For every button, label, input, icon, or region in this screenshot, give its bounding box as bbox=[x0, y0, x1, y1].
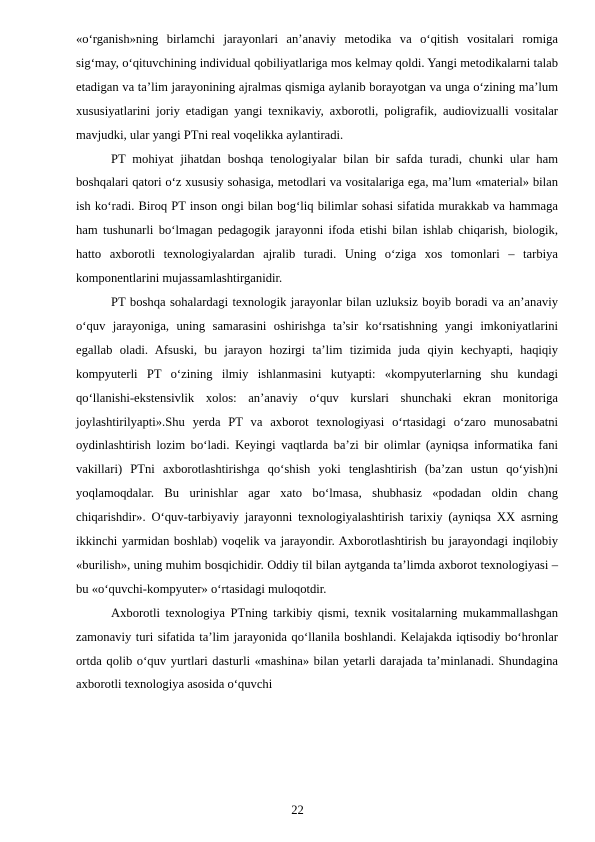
paragraph-1: «o‘rganish»ning birlamchi jarayonlari an’anaviy metodika va o‘qitish vositalari romiga sig‘may, o‘qituvchining individual qobiliyatlariga mos kelmay qoldi. Yangi metodikalarni talab etadigan va ta’lim jarayonining ajralmas qismiga aylanib borayotgan va unga o‘zining ma’lum xususiyatlarini joriy etadigan yangi texnikaviy, axborotli, poligrafik, audiovizualli vositalar mavjudki, ular yangi PTni real voqelikka aylantiradi. bbox=[76, 32, 558, 142]
page-number: 22 bbox=[291, 803, 304, 817]
paragraph-3: PT boshqa sohalardagi texnologik jarayonlar bilan uzluksiz boyib boradi va an’anaviy o‘quv jarayoniga, uning samarasini oshirishga ta’sir ko‘rsatishning yangi imkoniyatlarini egallab oladi. Afsuski, bu jarayon hozirgi ta’lim tizimida juda qiyin kechyapti, haqiqiy kompyuterli PT o‘zining ilmiy ishlanmasini kutyapti: «kompyuterlarning shu kundagi qo‘llanishi-ekstensivlik xolos: an’anaviy o‘quv kurslari shunchaki ekran monitoriga joylashtirilyapti».Shu yerda PT va axborot texnologiyasi o‘rtasidagi o‘zaro munosabatni oydinlashtirish lozim bo‘ladi. Keyingi vaqtlarda ba’zi bir olimlar (ayniqsa informatika fani vakillari) PTni axborotlashtirishga qo‘shish yoki tenglashtirish (ba’zan ustun qo‘yish)ni yoqlamoqdalar. Bu urinishlar agar xato bo‘lmasa, shubhasiz «podadan oldin chang chiqarishdir». O‘quv-tarbiyaviy jarayonni texnologiyalashtirish tarixiy (ayniqsa XX asrning ikkinchi yarmidan boshlab) voqelik va jarayondir. Axborotlashtirish bu jarayondagi inqilobiy «burilish», uning muhim bosqichidir. Oddiy til bilan aytganda ta’limda axborot texnologiyasi – bu «o‘quvchi-kompyuter» o‘rtasidagi muloqotdir. bbox=[76, 294, 558, 596]
paragraph-2: PT mohiyat jihatdan boshqa tenologiyalar bilan bir safda turadi, chunki ular ham boshqalari qatori o‘z xususiy sohasiga, metodlari va vositalariga ega, ma’lum «material» bilan ish ko‘radi. Biroq PT inson ongi bilan bog‘liq bilimlar sohasi sifatida murakkab va hammaga ham tushunarli bo‘lmagan pedagogik jarayonni ifoda etishi bilan ishlab chiqarish, biologik, hatto axborotli texnologiyalardan ajralib turadi. Uning o‘ziga xos tomonlari – tarbiya komponentlarini mujassamlashtirganidir. bbox=[76, 151, 558, 286]
document-body bbox=[76, 28, 558, 697]
paragraph-4: Axborotli texnologiya PTning tarkibiy qismi, texnik vositalarning mukammallashgan zamonaviy turi sifatida ta’lim jarayonida qo‘llanila boshlandi. Kelajakda iqtisodiy bo‘hronlar ortda qolib o‘quv yurtlari dasturli «mashina» bilan yetarli darajada ta’minlanadi. Shundagina axborotli texnologiya asosida o‘quvchi bbox=[76, 605, 558, 692]
